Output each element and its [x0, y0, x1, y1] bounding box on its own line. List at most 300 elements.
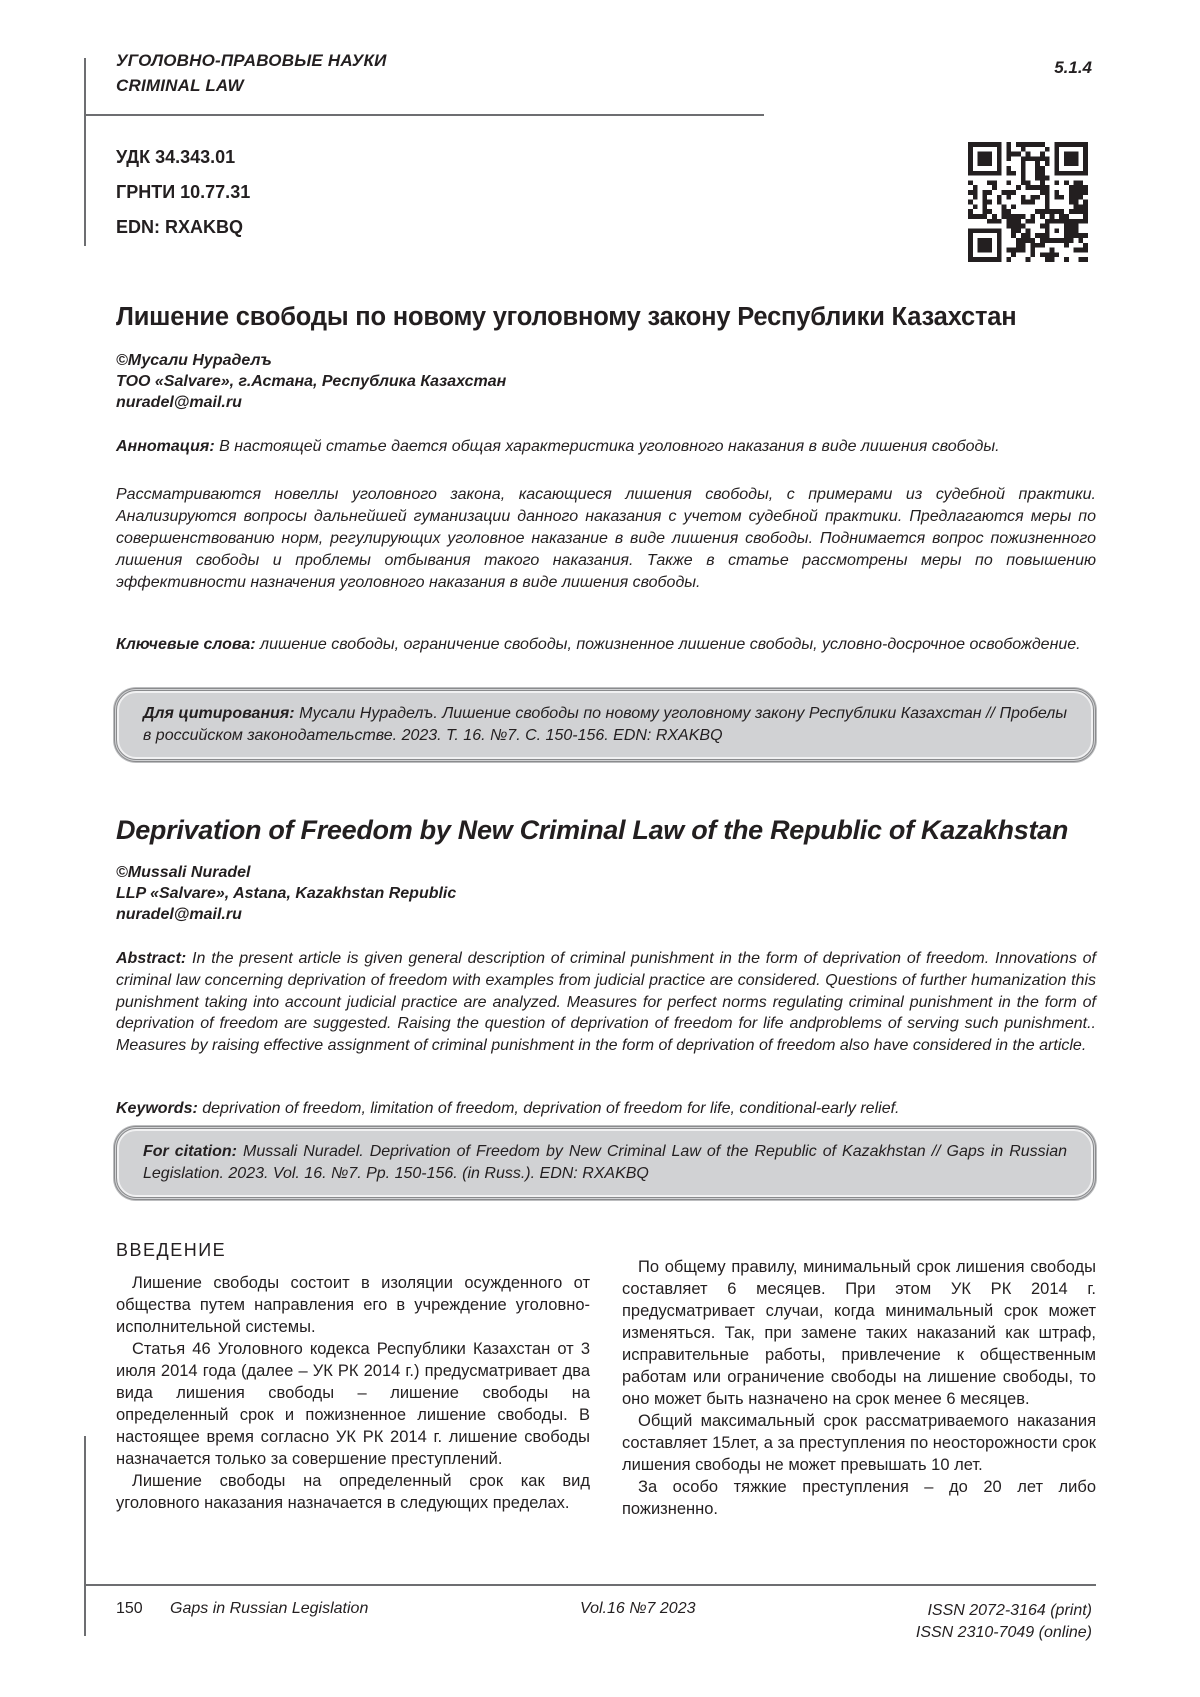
- qr-module: [997, 248, 1002, 253]
- qr-module: [1011, 152, 1016, 157]
- qr-module: [1011, 214, 1016, 219]
- qr-module: [1030, 252, 1035, 257]
- qr-module: [1026, 156, 1031, 161]
- qr-module: [1021, 176, 1026, 181]
- body-paragraph: Лишение свободы на определенный срок как вид уголовного наказания назначается в следующих пределах.: [116, 1472, 590, 1512]
- qr-module: [1054, 147, 1059, 152]
- qr-module: [1083, 257, 1088, 262]
- qr-module: [1069, 142, 1074, 147]
- qr-module: [1006, 195, 1011, 200]
- qr-module: [1016, 219, 1021, 224]
- qr-module: [1006, 166, 1011, 171]
- qr-module: [1035, 185, 1040, 190]
- issn-block: [916, 1600, 1092, 1644]
- qr-module: [1078, 180, 1083, 185]
- qr-module: [1064, 228, 1069, 233]
- qr-module: [968, 161, 973, 166]
- qr-module: [987, 156, 992, 161]
- qr-module: [1054, 156, 1059, 161]
- keywords-text-en: deprivation of freedom, limitation of freedom, deprivation of freedom for life, conditional-early relief.: [197, 1100, 900, 1117]
- qr-module: [987, 257, 992, 262]
- qr-module: [1074, 152, 1079, 157]
- qr-module: [1026, 185, 1031, 190]
- qr-module: [1045, 219, 1050, 224]
- qr-module: [992, 219, 997, 224]
- author-email-ru[interactable]: nuradel@mail.ru: [116, 394, 242, 411]
- keywords-en: [116, 1098, 1096, 1120]
- body-paragraph: Статья 46 Уголовного кодекса Республики Казахстан от 3 июля 2014 года (далее – УК РК 2014 г.) предусматривает два вида лишения свободы – лишение свободы на определенный срок и пожизненное лишение свободы. В настоящее время согласно УК РК 2014 г. лишение свободы назначается только за совершение преступлений.: [116, 1340, 590, 1468]
- qr-module: [1059, 171, 1064, 176]
- qr-module: [1030, 195, 1035, 200]
- qr-module: [1078, 248, 1083, 253]
- qr-module: [1040, 190, 1045, 195]
- qr-module: [1016, 185, 1021, 190]
- section-label-ru: УГОЛОВНО-ПРАВОВЫЕ НАУКИ: [116, 51, 387, 70]
- qr-module: [987, 219, 992, 224]
- qr-module: [1040, 238, 1045, 243]
- qr-module: [1078, 209, 1083, 214]
- qr-module: [1064, 161, 1069, 166]
- qr-module: [1069, 185, 1074, 190]
- qr-module: [1002, 204, 1007, 209]
- qr-module: [973, 185, 978, 190]
- qr-module: [1021, 224, 1026, 229]
- qr-module: [1006, 224, 1011, 229]
- qr-module: [1054, 161, 1059, 166]
- qr-module: [1016, 224, 1021, 229]
- qr-module: [982, 142, 987, 147]
- qr-module: [1045, 228, 1050, 233]
- qr-module: [968, 243, 973, 248]
- qr-module: [1050, 238, 1055, 243]
- qr-module: [1040, 156, 1045, 161]
- qr-module: [987, 238, 992, 243]
- qr-module: [1016, 142, 1021, 147]
- qr-module: [1016, 152, 1021, 157]
- section-label: [116, 48, 387, 98]
- qr-module: [1016, 228, 1021, 233]
- qr-module: [987, 209, 992, 214]
- qr-module: [968, 200, 973, 205]
- qr-module: [1078, 233, 1083, 238]
- annotation-ru-continued: Рассматриваются новеллы уголовного закона, касающиеся лишения свободы, с примерами из судебной практики. Анализируются вопросы дальнейшей гуманизации данного наказания с учетом судебной практики. Предлагаются меры по совершенствованию норм, регулирующих уголовное наказание в виде лишения свободы. Поднимается вопрос пожизненного лишения свободы и проблемы отбывания такого наказания. Также в статье рассмотрены меры по повышению эффективности назначения уголовного наказания в виде лишения свободы.: [116, 486, 1096, 591]
- qr-module: [1040, 180, 1045, 185]
- qr-module: [1083, 166, 1088, 171]
- qr-module: [1040, 214, 1045, 219]
- qr-module: [987, 180, 992, 185]
- qr-module: [1011, 248, 1016, 253]
- qr-module: [1078, 238, 1083, 243]
- header-horizontal-rule: [84, 114, 764, 116]
- qr-module: [1069, 195, 1074, 200]
- qr-module: [1069, 238, 1074, 243]
- annotation-text-ru: В настоящей статье дается общая характеристика уголовного наказания в виде лишения свободы.: [214, 438, 1000, 455]
- qr-module: [1011, 190, 1016, 195]
- qr-module: [1016, 248, 1021, 253]
- qr-module: [1035, 142, 1040, 147]
- qr-module: [978, 228, 983, 233]
- qr-module: [1021, 248, 1026, 253]
- qr-module: [1006, 209, 1011, 214]
- qr-module: [1006, 180, 1011, 185]
- qr-module: [997, 171, 1002, 176]
- qr-module: [982, 243, 987, 248]
- qr-module: [1016, 214, 1021, 219]
- qr-module: [982, 195, 987, 200]
- article-title-en: Deprivation of Freedom by New Criminal Law of the Republic of Kazakhstan: [116, 815, 1069, 845]
- qr-module: [1078, 142, 1083, 147]
- author-affiliation-ru: ТОО «Salvare», г.Астана, Республика Казахстан: [116, 373, 507, 390]
- article-identifiers: [116, 140, 250, 245]
- qr-module: [1011, 219, 1016, 224]
- qr-module: [968, 142, 973, 147]
- qr-module: [1002, 209, 1007, 214]
- qr-module: [1064, 238, 1069, 243]
- qr-module: [1026, 233, 1031, 238]
- qr-module: [1006, 147, 1011, 152]
- qr-module: [1045, 161, 1050, 166]
- qr-module: [968, 248, 973, 253]
- body-column-right: [622, 1256, 1096, 1520]
- qr-module: [973, 190, 978, 195]
- qr-module: [978, 238, 983, 243]
- qr-module: [1074, 171, 1079, 176]
- qr-module: [1064, 142, 1069, 147]
- qr-module: [1069, 152, 1074, 157]
- qr-module: [973, 214, 978, 219]
- qr-module: [1064, 257, 1069, 262]
- qr-module: [987, 161, 992, 166]
- qr-module: [1035, 243, 1040, 248]
- qr-module: [973, 142, 978, 147]
- keywords-ru: [116, 634, 1096, 656]
- qr-module: [987, 171, 992, 176]
- qr-module: [1050, 257, 1055, 262]
- qr-module: [1083, 219, 1088, 224]
- qr-module: [1064, 233, 1069, 238]
- qr-module: [992, 171, 997, 176]
- qr-module: [1083, 142, 1088, 147]
- qr-module: [1035, 176, 1040, 181]
- qr-module: [1054, 190, 1059, 195]
- qr-module: [1050, 248, 1055, 253]
- journal-name: Gaps in Russian Legislation: [170, 1600, 369, 1617]
- qr-module: [1078, 204, 1083, 209]
- qr-module: [1006, 257, 1011, 262]
- qr-module: [1059, 209, 1064, 214]
- qr-module: [1021, 214, 1026, 219]
- qr-module: [1069, 171, 1074, 176]
- qr-module: [1064, 156, 1069, 161]
- author-block-ru: [116, 350, 506, 413]
- qr-module: [1035, 209, 1040, 214]
- qr-module: [982, 238, 987, 243]
- qr-module: [997, 228, 1002, 233]
- qr-module: [997, 257, 1002, 262]
- qr-code-icon: [968, 142, 1088, 262]
- qr-module: [982, 214, 987, 219]
- qr-module: [1074, 224, 1079, 229]
- qr-module: [982, 200, 987, 205]
- footer-vertical-rule: [84, 1436, 86, 1636]
- qr-module: [1006, 219, 1011, 224]
- qr-module: [968, 214, 973, 219]
- qr-module: [1035, 161, 1040, 166]
- qr-module: [1040, 224, 1045, 229]
- qr-module: [1050, 209, 1055, 214]
- qr-module: [1045, 200, 1050, 205]
- qr-module: [1021, 142, 1026, 147]
- qr-module: [997, 219, 1002, 224]
- qr-module: [1045, 195, 1050, 200]
- qr-module: [978, 248, 983, 253]
- qr-module: [1054, 219, 1059, 224]
- qr-module: [968, 209, 973, 214]
- qr-module: [1021, 200, 1026, 205]
- qr-module: [1054, 171, 1059, 176]
- qr-module: [1064, 219, 1069, 224]
- qr-module: [1045, 209, 1050, 214]
- qr-module: [1045, 257, 1050, 262]
- qr-module: [1045, 224, 1050, 229]
- qr-module: [973, 171, 978, 176]
- qr-module: [1006, 156, 1011, 161]
- qr-module: [1074, 195, 1079, 200]
- author-affiliation-en: LLP «Salvare», Astana, Kazakhstan Republic: [116, 885, 457, 902]
- qr-module: [1040, 233, 1045, 238]
- qr-module: [1074, 248, 1079, 253]
- qr-module: [1083, 171, 1088, 176]
- qr-module: [1021, 161, 1026, 166]
- qr-module: [1040, 185, 1045, 190]
- qr-module: [1006, 190, 1011, 195]
- qr-module: [997, 156, 1002, 161]
- qr-module: [1078, 195, 1083, 200]
- qr-module: [1011, 204, 1016, 209]
- qr-module: [1064, 152, 1069, 157]
- page-number: 150: [116, 1600, 143, 1617]
- footer-horizontal-rule: [84, 1584, 1096, 1586]
- qr-module: [1054, 166, 1059, 171]
- qr-module: [1006, 248, 1011, 253]
- qr-module: [1069, 200, 1074, 205]
- qr-module: [1078, 257, 1083, 262]
- qr-module: [1045, 233, 1050, 238]
- qr-module: [1026, 200, 1031, 205]
- qr-module: [1050, 214, 1055, 219]
- citation-text-en: Mussali Nuradel. Deprivation of Freedom by New Criminal Law of the Republic of Kazakhstan // Gaps in Russian Legislation. 2023. Vol. 16. №7. Pp. 150-156. (in Russ.). EDN: RXAKBQ: [143, 1143, 1068, 1182]
- qr-module: [1011, 224, 1016, 229]
- qr-module: [997, 243, 1002, 248]
- keywords-label-ru: Ключевые слова:: [116, 636, 256, 653]
- qr-module: [1026, 228, 1031, 233]
- qr-module: [968, 252, 973, 257]
- qr-module: [1074, 228, 1079, 233]
- qr-module: [978, 142, 983, 147]
- qr-module: [982, 156, 987, 161]
- qr-module: [1040, 243, 1045, 248]
- qr-module: [1035, 233, 1040, 238]
- qr-module: [1030, 142, 1035, 147]
- qr-module: [968, 233, 973, 238]
- qr-module: [1083, 190, 1088, 195]
- qr-module: [982, 228, 987, 233]
- qr-module: [992, 228, 997, 233]
- article-title-ru: Лишение свободы по новому уголовному закону Республики Казахстан: [116, 303, 1017, 331]
- qr-module: [1069, 209, 1074, 214]
- qr-module: [1006, 214, 1011, 219]
- qr-module: [1069, 219, 1074, 224]
- qr-module: [1040, 142, 1045, 147]
- author-email-en[interactable]: nuradel@mail.ru: [116, 906, 242, 923]
- qr-module: [987, 228, 992, 233]
- body-paragraph: По общему правилу, минимальный срок лишения свободы составляет 6 месяцев. При этом УК РК 2014 г. предусматривает случаи, когда минимальный срок может изменяться. Так, при замене таких наказаний как штраф, исправительные работы, привлечение к общественным работам или ограничение свободы на лишение свободы, то оно может быть назначено на срок менее 6 месяцев.: [622, 1258, 1096, 1408]
- keywords-label-en: Keywords:: [116, 1100, 198, 1117]
- qr-module: [1083, 243, 1088, 248]
- qr-module: [1074, 209, 1079, 214]
- qr-module: [1026, 180, 1031, 185]
- udk-code: УДК 34.343.01: [116, 147, 236, 167]
- qr-module: [1069, 156, 1074, 161]
- qr-module: [1054, 238, 1059, 243]
- qr-module: [1026, 142, 1031, 147]
- annotation-ru: [116, 436, 1096, 458]
- qr-module: [1040, 176, 1045, 181]
- annotation-label-ru: Аннотация:: [116, 438, 215, 455]
- qr-module: [1045, 176, 1050, 181]
- qr-module: [1054, 252, 1059, 257]
- qr-module: [1083, 214, 1088, 219]
- qr-module: [997, 147, 1002, 152]
- qr-module: [1083, 233, 1088, 238]
- qr-module: [1083, 185, 1088, 190]
- qr-module: [1074, 180, 1079, 185]
- qr-module: [1083, 200, 1088, 205]
- qr-module: [978, 243, 983, 248]
- keywords-text-ru: лишение свободы, ограничение свободы, пожизненное лишение свободы, условно-досрочное освобождение.: [255, 636, 1081, 653]
- citation-ru: [143, 703, 1067, 747]
- qr-module: [1074, 200, 1079, 205]
- qr-module: [1083, 147, 1088, 152]
- qr-module: [1074, 219, 1079, 224]
- qr-module: [1045, 190, 1050, 195]
- qr-module: [1059, 238, 1064, 243]
- qr-module: [1069, 228, 1074, 233]
- qr-module: [987, 243, 992, 248]
- abstract-en: [116, 948, 1096, 1057]
- qr-module: [992, 257, 997, 262]
- author-name-ru: ©Мусали Нураделъ: [116, 352, 272, 369]
- qr-module: [982, 204, 987, 209]
- qr-module: [997, 233, 1002, 238]
- qr-module: [1059, 219, 1064, 224]
- qr-module: [1064, 214, 1069, 219]
- qr-module: [1021, 156, 1026, 161]
- citation-en: [143, 1141, 1067, 1185]
- qr-module: [1002, 214, 1007, 219]
- qr-module: [1011, 252, 1016, 257]
- body-paragraph: Лишение свободы состоит в изоляции осужденного от общества путем направления его в учреждение уголовно-исполнительной системы.: [116, 1274, 590, 1336]
- qr-module: [997, 200, 1002, 205]
- qr-module: [1045, 252, 1050, 257]
- qr-module: [973, 204, 978, 209]
- qr-module: [1069, 233, 1074, 238]
- qr-module: [1030, 243, 1035, 248]
- qr-module: [1002, 190, 1007, 195]
- qr-module: [1021, 233, 1026, 238]
- issn-online: ISSN 2310-7049 (online): [915, 1624, 1092, 1641]
- qr-module: [982, 161, 987, 166]
- qr-module: [1021, 180, 1026, 185]
- qr-module: [1021, 243, 1026, 248]
- qr-module: [997, 152, 1002, 157]
- qr-module: [1026, 219, 1031, 224]
- qr-module: [1040, 166, 1045, 171]
- qr-module: [1006, 171, 1011, 176]
- qr-module: [1083, 209, 1088, 214]
- section-code: 5.1.4: [1054, 58, 1092, 77]
- qr-module: [987, 248, 992, 253]
- abstract-label-en: Abstract:: [116, 950, 187, 967]
- section-label-en: CRIMINAL LAW: [116, 76, 244, 95]
- citation-box-ru: [114, 688, 1096, 762]
- qr-module: [1021, 171, 1026, 176]
- qr-module: [1069, 190, 1074, 195]
- issn-print: ISSN 2072-3164 (print): [927, 1602, 1092, 1619]
- qr-module: [968, 190, 973, 195]
- qr-module: [1059, 214, 1064, 219]
- qr-module: [1035, 166, 1040, 171]
- qr-module: [1045, 156, 1050, 161]
- abstract-text-en: In the present article is given general description of criminal punishment in the form of deprivation of freedom. Innovations of criminal law concerning deprivation of freedom with examples from judicial practice are considered. Questions of further humanization this punishment taking into account judicial practice are analyzed. Measures for perfect norms regulating criminal punishment in the form of deprivation of freedom are suggested. Raising the question of deprivation of freedom for life andproblems of serving such punishment.. Measures by raising effective assignment of criminal punishment in the form of deprivation of freedom also have considered in the article.: [116, 950, 1096, 1055]
- qr-module: [1074, 233, 1079, 238]
- qr-module: [1074, 161, 1079, 166]
- grnti-code: ГРНТИ 10.77.31: [116, 182, 251, 202]
- qr-module: [1016, 243, 1021, 248]
- qr-module: [1011, 171, 1016, 176]
- body-paragraph: Общий максимальный срок рассматриваемого наказания составляет 15лет, а за преступления по неосторожности срок лишения свободы не может превышать 10 лет.: [622, 1412, 1096, 1474]
- qr-module: [1083, 161, 1088, 166]
- qr-module: [978, 214, 983, 219]
- qr-module: [1021, 147, 1026, 152]
- qr-module: [968, 171, 973, 176]
- qr-module: [992, 214, 997, 219]
- issue-info: Vol.16 №7 2023: [580, 1600, 696, 1617]
- qr-module: [1030, 156, 1035, 161]
- qr-module: [987, 152, 992, 157]
- qr-module: [1035, 156, 1040, 161]
- qr-module: [968, 147, 973, 152]
- qr-module: [1074, 142, 1079, 147]
- author-name-en: ©Mussali Nuradel: [116, 864, 251, 881]
- qr-module: [982, 171, 987, 176]
- qr-module: [1064, 224, 1069, 229]
- citation-label-en: For citation:: [143, 1143, 237, 1160]
- qr-module: [968, 156, 973, 161]
- qr-module: [1030, 200, 1035, 205]
- qr-module: [1074, 185, 1079, 190]
- qr-module: [987, 200, 992, 205]
- qr-module: [1030, 185, 1035, 190]
- qr-module: [1083, 248, 1088, 253]
- citation-label-ru: Для цитирования:: [143, 705, 295, 722]
- qr-module: [1064, 180, 1069, 185]
- qr-module: [1069, 224, 1074, 229]
- qr-module: [997, 161, 1002, 166]
- citation-box-en: [114, 1126, 1096, 1200]
- qr-module: [1040, 171, 1045, 176]
- qr-module: [1011, 233, 1016, 238]
